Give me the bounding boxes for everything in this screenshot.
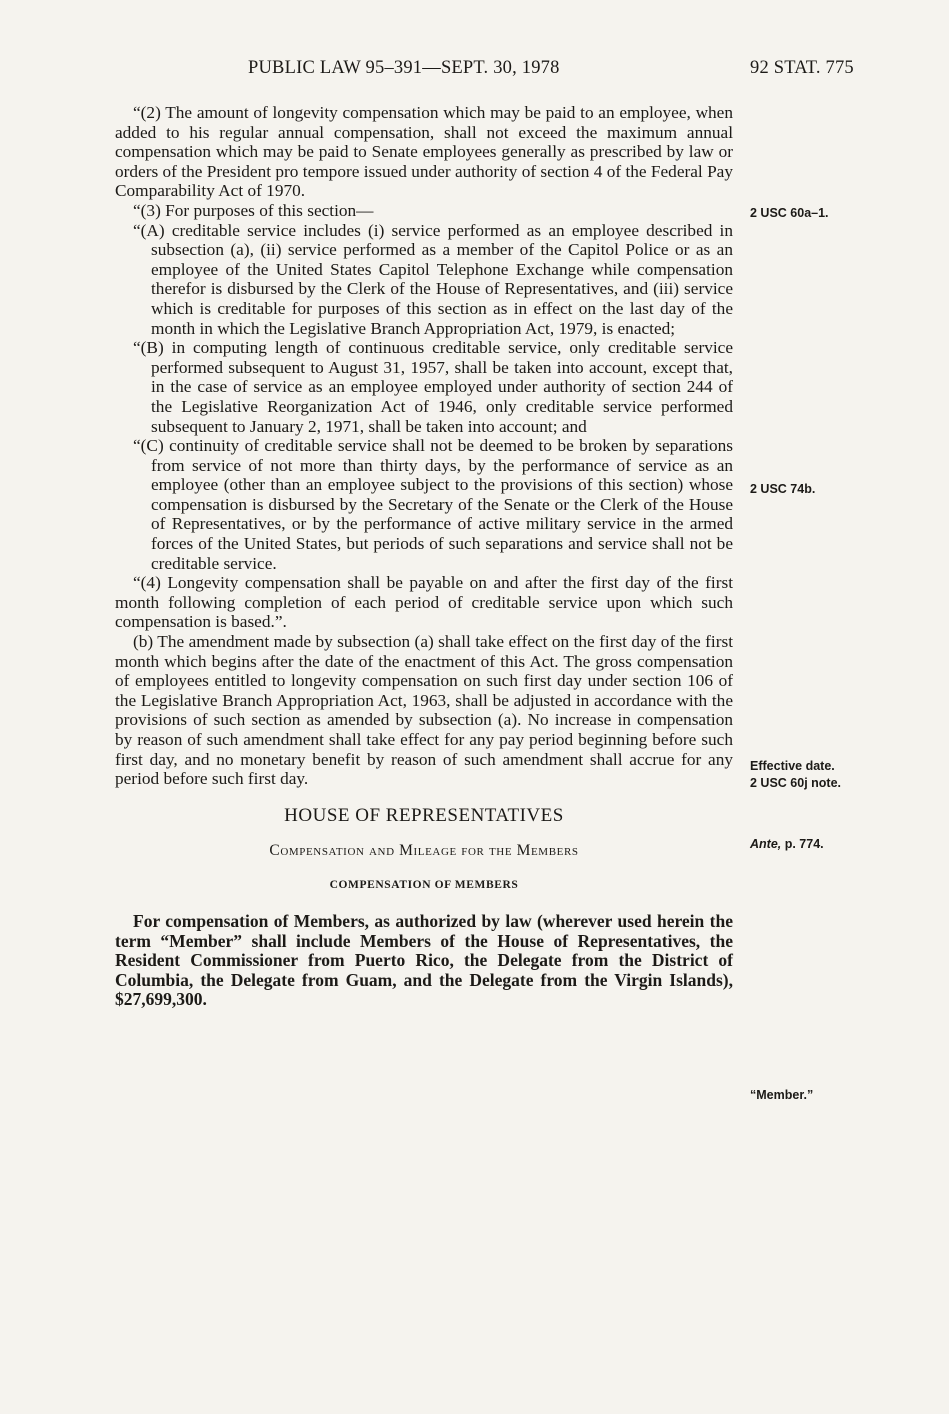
page-header-title: PUBLIC LAW 95–391—SEPT. 30, 1978	[248, 58, 560, 78]
margin-note-ante-page: p. 774.	[781, 837, 824, 851]
margin-note-ante	[750, 836, 824, 853]
margin-note-ante-word: Ante,	[750, 837, 782, 851]
subsection-heading: Compensation and Mileage for the Members	[269, 841, 579, 859]
paragraph-3: “(3) For purposes of this section—	[133, 200, 374, 220]
paragraph-3b: “(B) in computing length of continuous creditable service, only creditable service performed subsequent to August 31, 1957, shall be taken into account, except that, in the case of service as an employee employed under authority of section 244 of the Legislative Reorganization Act of 1946, only creditable service performed subsequent to January 2, 1971, shall be taken into account; and	[133, 338, 733, 436]
paragraph-b: (b) The amendment made by subsection (a) shall take effect on the first day of the first month which begins after the date of the enactment of this Act. The gross compensation of employees entitled to longevity compensation on such first day under section 106 of the Legislative Branch Appropriation Act, 1963, shall be adjusted in accordance with the provisions of such section as amended by subsection (a). No increase in compensation by reason of such amendment shall take effect for any pay period beginning before such first day, and no monetary benefit by reason of such amendment shall accrue for any period before such first day.	[115, 632, 733, 789]
paragraph-3a: “(A) creditable service includes (i) service performed as an employee described in subsection (a), (ii) service performed as a member of the Capitol Police or as an employee of the United States Capitol Telephone Exchange while compensation therefor is disbursed by the Clerk of the House of Representatives, and (iii) service which is creditable for purposes of this section as in effect on the last day of the month in which the Legislative Branch Appropriation Act, 1979, is enacted;	[133, 220, 733, 338]
subsubsection-heading: COMPENSATION OF MEMBERS	[329, 879, 519, 892]
section-heading: HOUSE OF REPRESENTATIVES	[284, 804, 564, 826]
body-text	[115, 103, 733, 1010]
paragraph-4: “(4) Longevity compensation shall be payable on and after the first day of the first month following completion of each period of creditable service upon which such compensation is based.”.	[115, 573, 733, 632]
paragraph-3c: “(C) continuity of creditable service shall not be deemed to be broken by separations from service of not more than thirty days, by the performance of service as an employee (other than an employee subject to the provisions of this section) whose compensation is disbursed by the Secretary of the Senate or the Clerk of the House of Representatives, or by the performance of active military service in the armed forces of the United States, but periods of such separations and service shall not be creditable service.	[133, 436, 733, 573]
margin-note-effective-date: Effective date.	[750, 759, 835, 773]
margin-note-usc-60j: 2 USC 60j note.	[750, 776, 841, 790]
paragraph-2: “(2) The amount of longevity compensation which may be paid to an employee, when added to his regular annual compensation, shall not exceed the maximum annual compensation which may be paid to Senate employees generally as prescribed by law or orders of the President pro tempore issued under authority of section 4 of the Federal Pay Comparability Act of 1970.	[115, 103, 733, 201]
margin-note-member: “Member.”	[750, 1088, 814, 1102]
members-compensation-paragraph: For compensation of Members, as authorized by law (wherever used herein the term “Member” shall include Members of the House of Representatives, the Resident Commissioner from Puerto Rico, the Delegate from the District of Columbia, the Delegate from Guam, and the Delegate from the Virgin Islands), $27,699,300.	[115, 910, 733, 1010]
margin-note-usc-74b: 2 USC 74b.	[750, 482, 816, 496]
page-header-stat: 92 STAT. 775	[750, 58, 854, 78]
margin-note-usc-60a: 2 USC 60a–1.	[750, 206, 829, 220]
